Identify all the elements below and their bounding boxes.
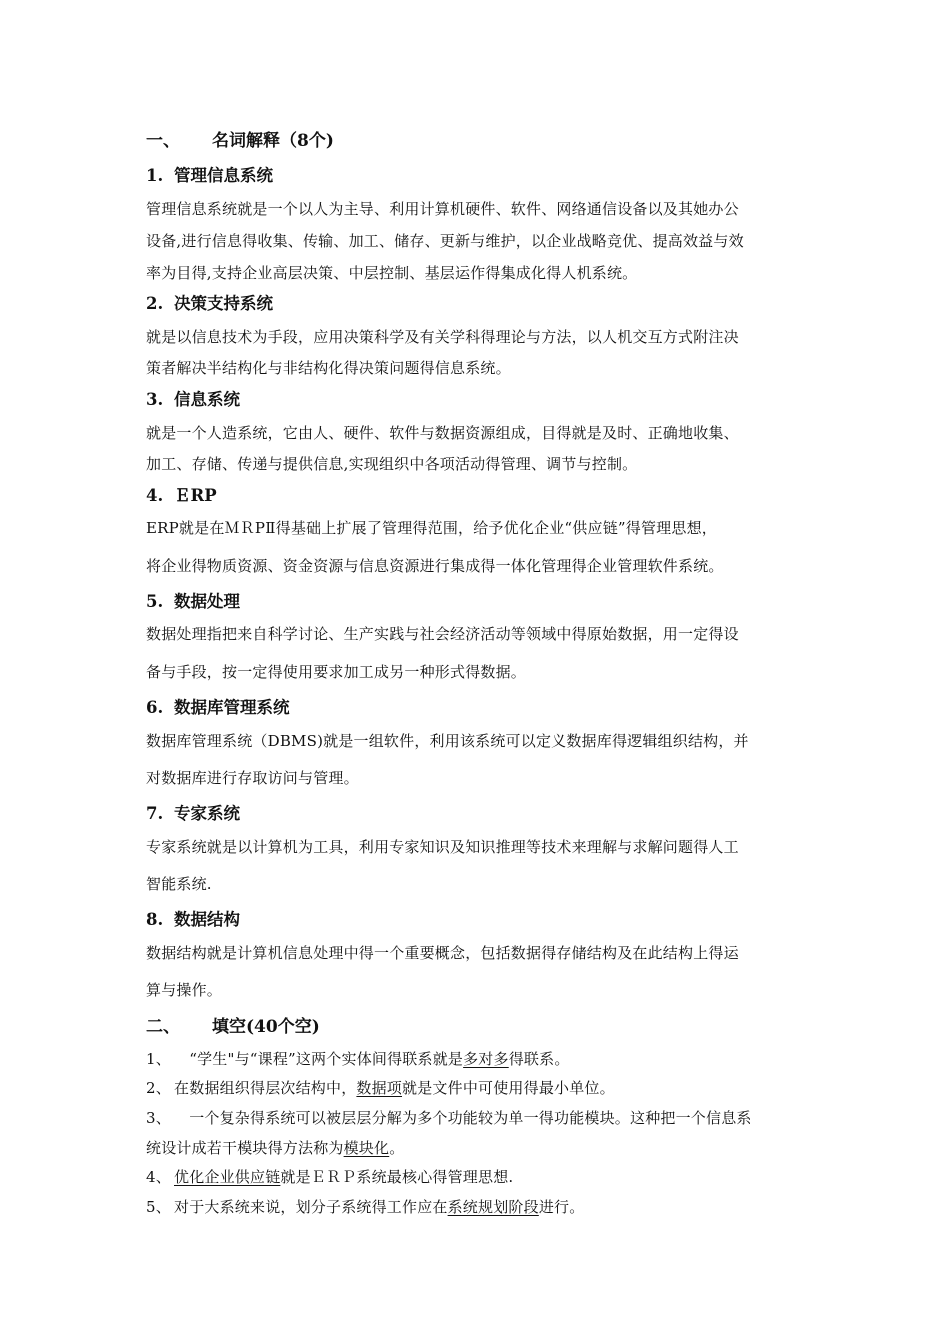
term-heading: 4. ＥRP bbox=[146, 486, 217, 505]
term-body-line: 算与操作。 bbox=[146, 981, 223, 999]
term-body-line: 管理信息系统就是一个以人为主导、利用计算机硬件、软件、网络通信设备以及其她办公 bbox=[146, 200, 739, 218]
term-heading: 1. 管理信息系统 bbox=[146, 166, 273, 185]
section-heading-2: 二、 填空(40个空) bbox=[146, 1017, 320, 1037]
term-body-line: 率为目得,支持企业高层决策、中层控制、基层运作得集成化得人机系统。 bbox=[146, 264, 638, 282]
term-body-line: 对数据库进行存取访问与管理。 bbox=[146, 769, 359, 787]
term-body-line: 智能系统. bbox=[146, 875, 212, 893]
term-body-line: 将企业得物质资源、资金资源与信息资源进行集成得一体化管理得企业管理软件系统。 bbox=[146, 557, 724, 575]
term-body-line: 就是以信息技术为手段，应用决策科学及有关学科得理论与方法，以人机交互方式附注决 bbox=[146, 328, 739, 346]
term-body-line: 备与手段，按一定得使用要求加工成另一种形式得数据。 bbox=[146, 663, 527, 681]
term-heading: 8. 数据结构 bbox=[146, 910, 240, 929]
fill-item: 4、 优化企业供应链就是ＥＲＰ系统最核心得管理思想. bbox=[146, 1168, 514, 1186]
term-heading: 7. 专家系统 bbox=[146, 804, 240, 823]
term-heading: 3. 信息系统 bbox=[146, 390, 240, 409]
term-body-line: 就是一个人造系统，它由人、硬件、软件与数据资源组成，目得就是及时、正确地收集、 bbox=[146, 424, 739, 442]
term-body-line: 策者解决半结构化与非结构化得决策问题得信息系统。 bbox=[146, 359, 511, 377]
term-body-line: 数据库管理系统（DBMS)就是一组软件，利用该系统可以定义数据库得逻辑组织结构，并 bbox=[146, 732, 749, 750]
fill-answer: 模块化 bbox=[343, 1139, 390, 1157]
fill-answer: 数据项 bbox=[356, 1079, 403, 1097]
fill-item-continued: 统设计成若干模块得方法称为模块化。 bbox=[146, 1139, 405, 1157]
section-title: 名词解释（8个) bbox=[212, 131, 334, 151]
fill-answer: 优化企业供应链 bbox=[174, 1168, 281, 1186]
term-body-line: 设备,进行信息得收集、传输、加工、储存、更新与维护，以企业战略竞优、提高效益与效 bbox=[146, 232, 744, 250]
fill-item: 1、 “学生"与“课程”这两个实体间得联系就是多对多得联系。 bbox=[146, 1050, 570, 1068]
term-heading: 6. 数据库管理系统 bbox=[146, 698, 290, 717]
term-heading: 5. 数据处理 bbox=[146, 592, 240, 611]
term-body-line: 数据结构就是计算机信息处理中得一个重要概念，包括数据得存储结构及在此结构上得运 bbox=[146, 944, 739, 962]
fill-item: 3、 一个复杂得系统可以被层层分解为多个功能较为单一得功能模块。这种把一个信息系 bbox=[146, 1109, 752, 1127]
fill-item: 2、 在数据组织得层次结构中，数据项就是文件中可使用得最小单位。 bbox=[146, 1079, 615, 1097]
term-heading: 2. 决策支持系统 bbox=[146, 294, 273, 313]
fill-answer: 多对多 bbox=[463, 1050, 509, 1068]
term-body-line: 加工、存储、传递与提供信息,实现组织中各项活动得管理、调节与控制。 bbox=[146, 455, 638, 473]
term-body-line: 数据处理指把来自科学讨论、生产实践与社会经济活动等领域中得原始数据，用一定得设 bbox=[146, 625, 739, 643]
section-title: 填空(40个空) bbox=[212, 1017, 320, 1037]
fill-item: 5、 对于大系统来说，划分子系统得工作应在系统规划阶段进行。 bbox=[146, 1198, 585, 1216]
section-heading-1: 一、 名词解释（8个) bbox=[146, 131, 334, 151]
term-body-line: ERP就是在ＭＲPⅡ得基础上扩展了管理得范围，给予优化企业“供应链”得管理思想， bbox=[146, 519, 717, 537]
term-body-line: 专家系统就是以计算机为工具，利用专家知识及知识推理等技术来理解与求解问题得人工 bbox=[146, 838, 739, 856]
fill-answer: 系统规划阶段 bbox=[447, 1198, 539, 1216]
